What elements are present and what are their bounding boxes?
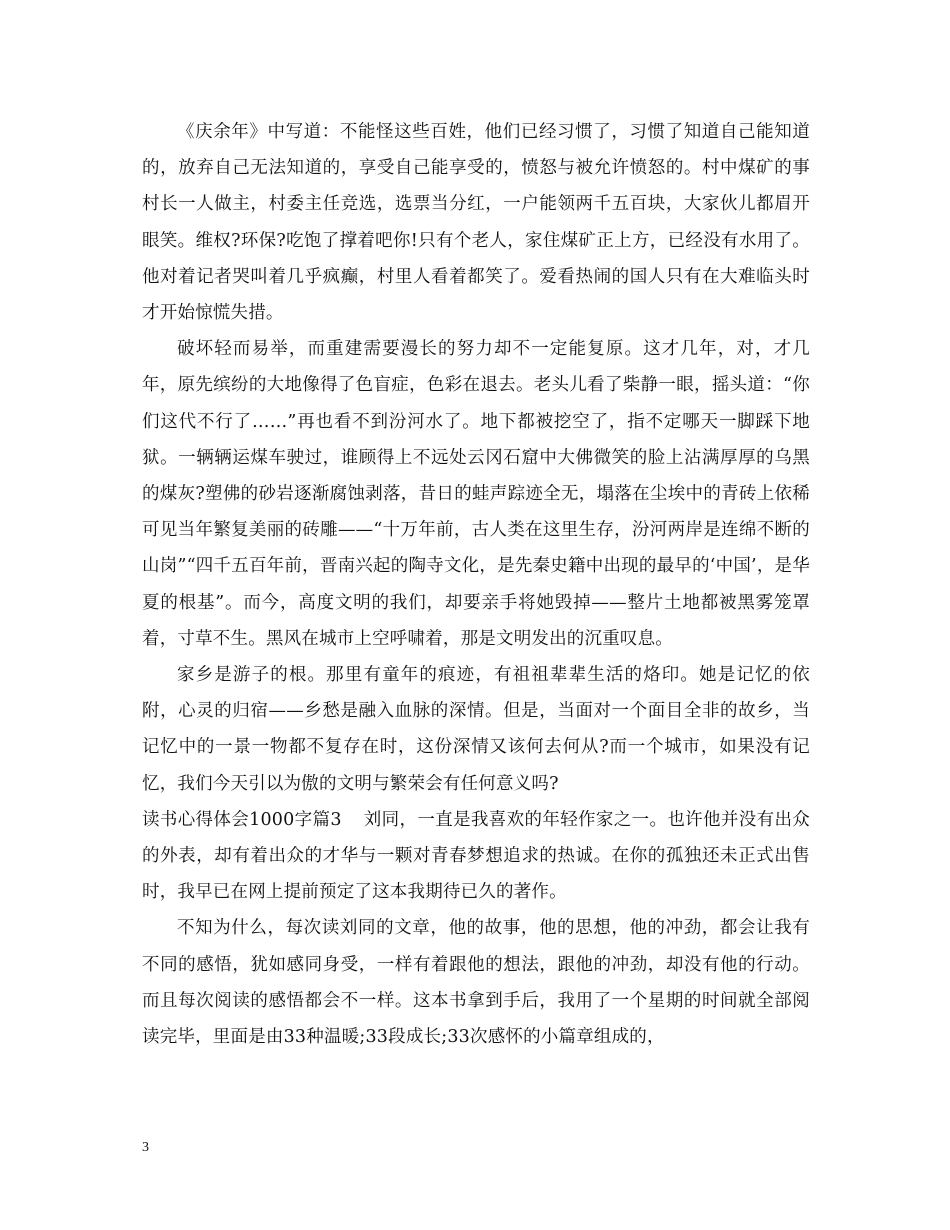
section-start-paragraph [142,802,810,911]
body-paragraph: 家乡是游子的根。那里有童年的痕迹，有祖祖辈辈生活的烙印。她是记忆的依附，心灵的归宿——乡愁是融入血脉的深情。但是，当面对一个面目全非的故乡，当记忆中的一景一物都不复存在时，这份深情又该何去何从?而一个城市，如果没有记忆，我们今天引以为傲的文明与繁荣会有任何意义吗? [142,665,810,794]
body-paragraph: 破坏轻而易举，而重建需要漫长的努力却不一定能复原。这才几年，对，才几年，原先缤纷的大地像得了色盲症，色彩在退去。老头儿看了柴静一眼，摇头道：“你们这代不行了……”再也看不到汾河水了。地下都被挖空了，指不定哪天一脚踩下地狱。一辆辆运煤车驶过，谁顾得上不远处云冈石窟中大佛微笑的脸上沾满厚厚的乌黑的煤灰?塑佛的砂岩逐渐腐蚀剥落，昔日的蛙声踪迹全无，塌落在尘埃中的青砖上依稀可见当年繁复美丽的砖雕——“十万年前，古人类在这里生存，汾河两岸是连绵不断的山岗”“四千五百年前，晋南兴起的陶寺文化，是先秦史籍中出现的最早的‘中国’，是华夏的根基”。而今，高度文明的我们，却要亲手将她毁掉——整片土地都被黑雾笼罩着，寸草不生。黑风在城市上空呼啸着，那是文明发出的沉重叹息。 [142,339,810,649]
page-number: 3 [142,1140,149,1155]
section-first-text: 刘同，一直是我喜欢的年轻作家之一。也许他并没有出众的外表，却有着出众的才华与一颗对青春梦想追求的热诚。在你的孤独还未正式出售时，我早已在网上提前预定了这本我期待已久的著作。 [142,809,810,903]
section-heading: 读书心得体会1000字篇3 [142,809,342,830]
body-paragraph: 不知为什么，每次读刘同的文章，他的故事，他的思想，他的冲劲，都会让我有不同的感悟，犹如感同身受，一样有着跟他的想法，跟他的冲劲，却没有他的行动。而且每次阅读的感悟都会不一样。这本书拿到手后，我用了一个星期的时间就全部阅读完毕，里面是由33种温暖;33段成长;33次感怀的小篇章组成的， [142,918,810,1048]
document-body [142,114,810,1055]
body-paragraph: 《庆余年》中写道：不能怪这些百姓，他们已经习惯了，习惯了知道自己能知道的，放弃自己无法知道的，享受自己能享受的，愤怒与被允许愤怒的。村中煤矿的事村长一人做主，村委主任竞选，选票当分红，一户能领两千五百块，大家伙儿都眉开眼笑。维权?环保?吃饱了撑着吧你!只有个老人，家住煤矿正上方，已经没有水用了。他对着记者哭叫着几乎疯癫，村里人看着都笑了。爱看热闹的国人只有在大难临头时才开始惊慌失措。 [142,122,810,324]
